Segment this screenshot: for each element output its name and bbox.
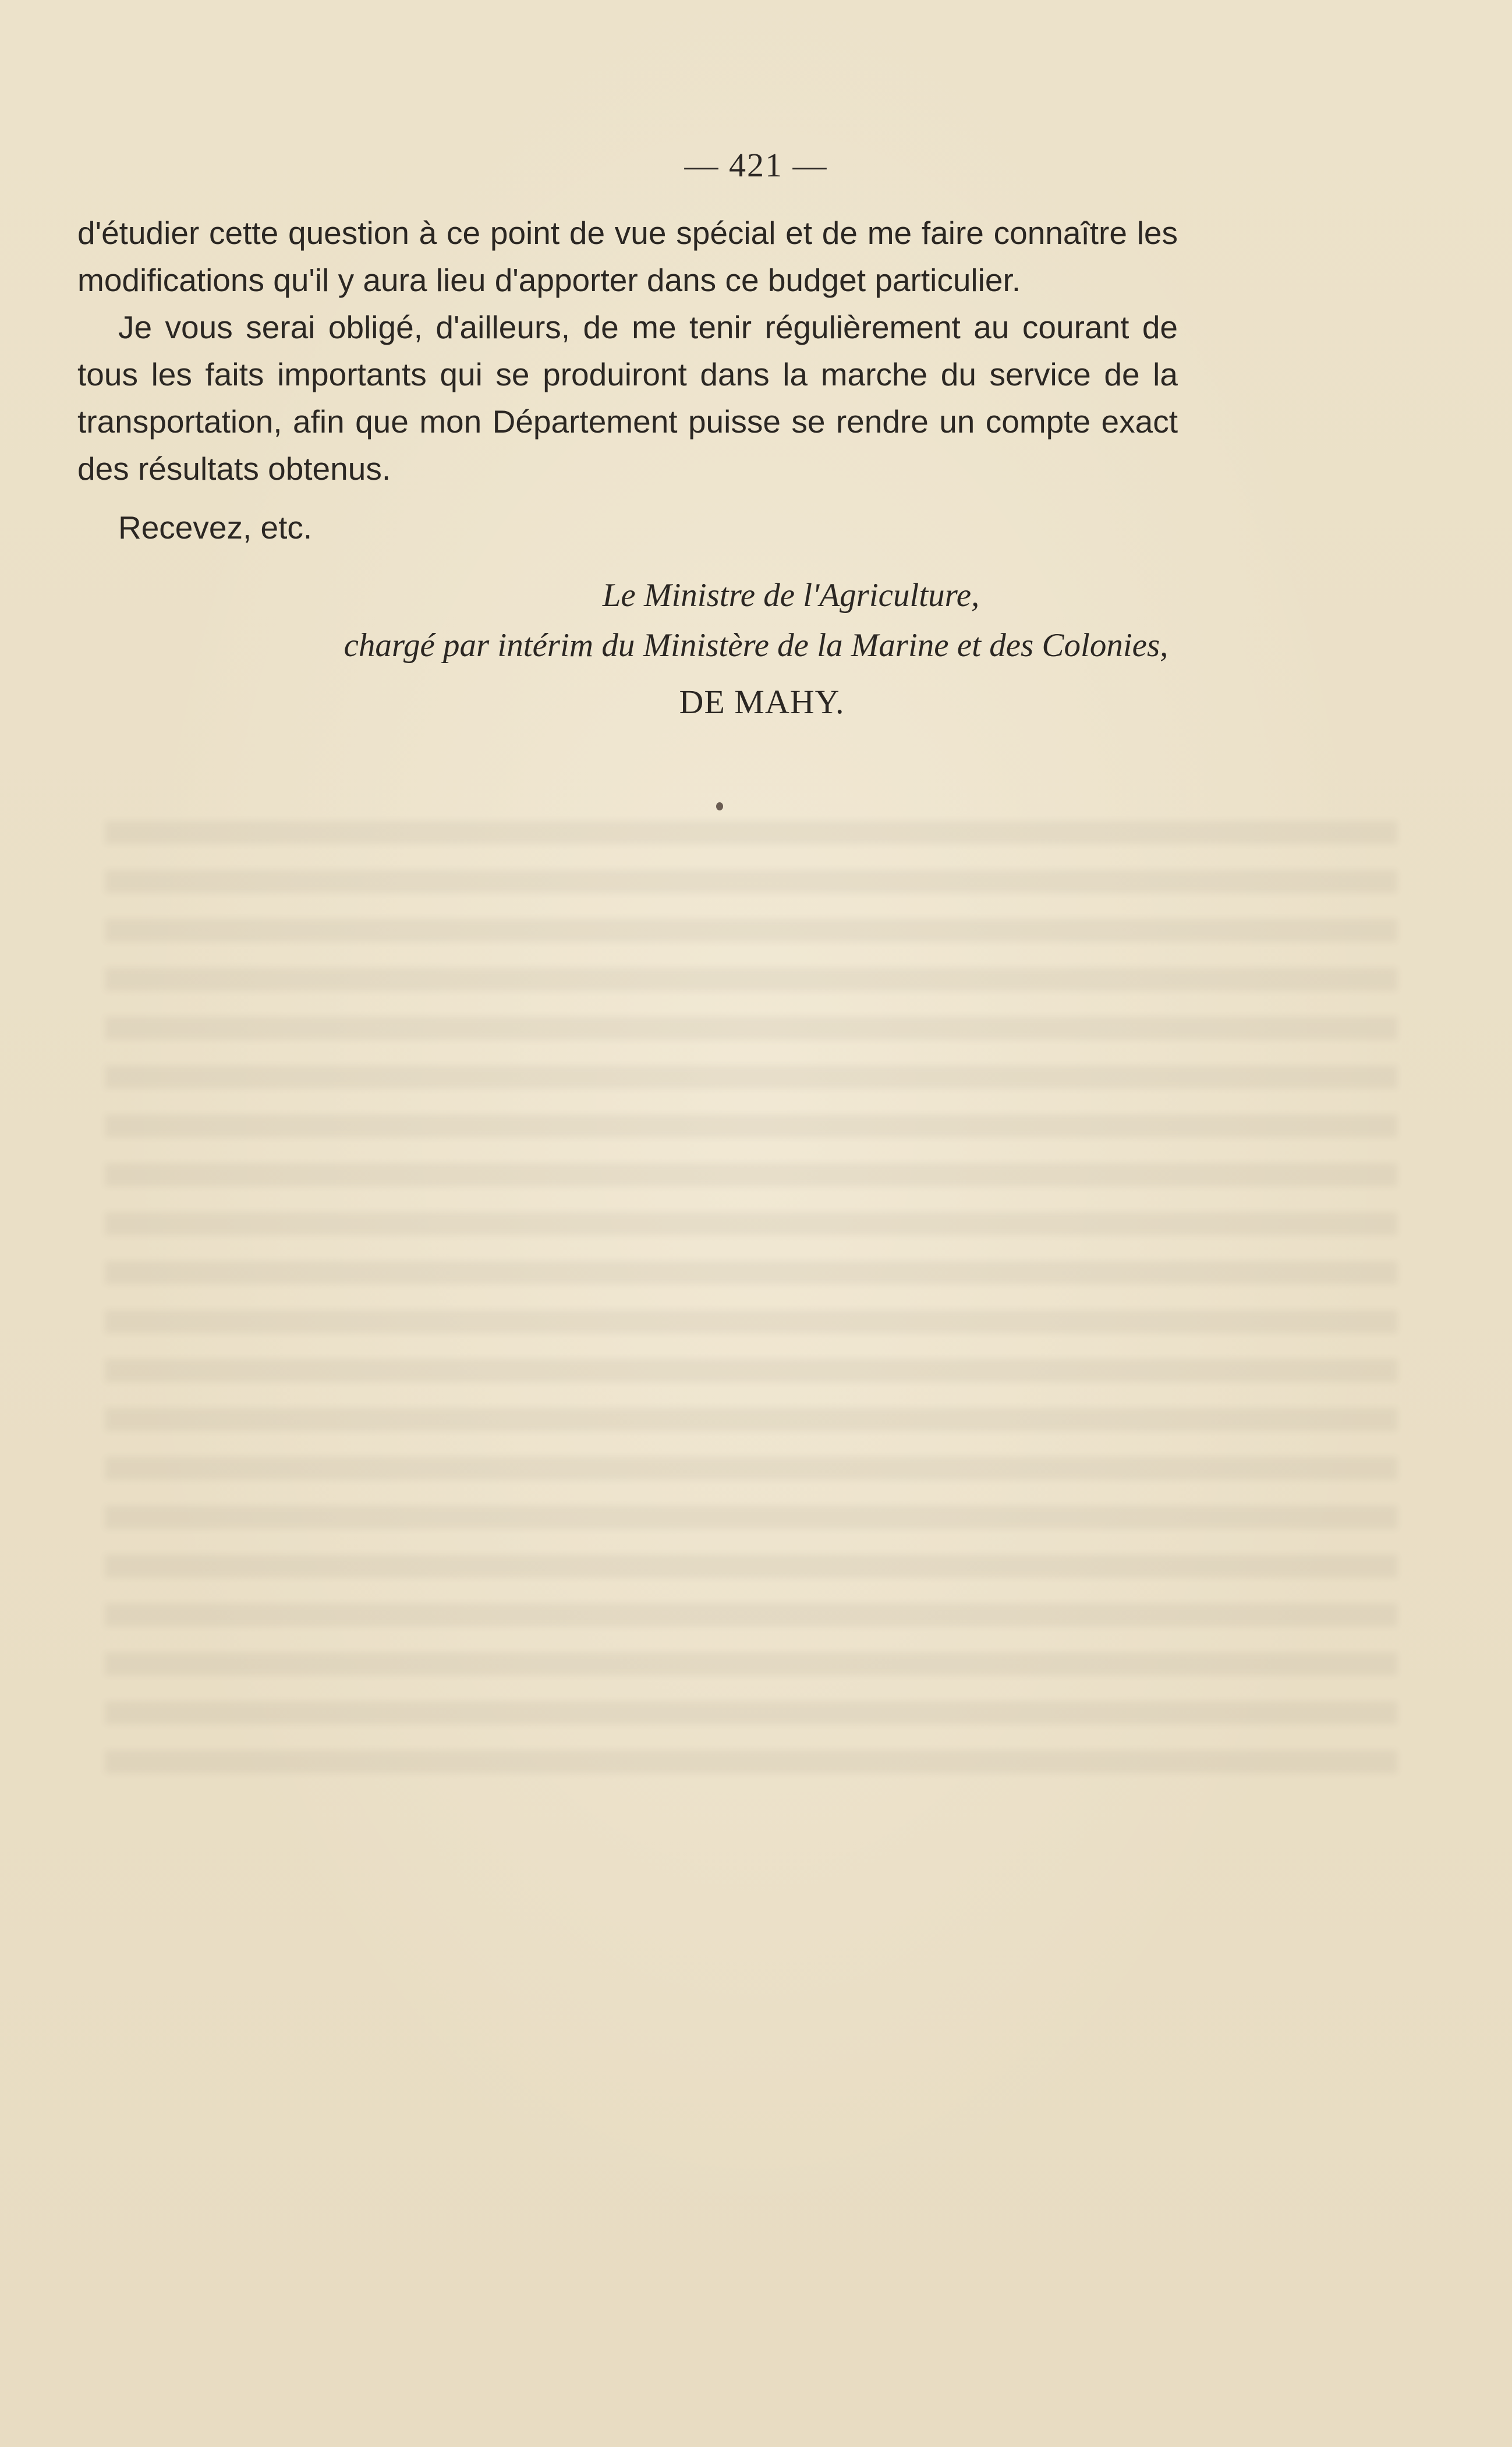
ink-speck — [716, 802, 723, 810]
letter-body — [77, 210, 1178, 551]
reverse-side-bleed-through — [105, 803, 1397, 1793]
signatory-name: DE MAHY. — [679, 683, 845, 721]
signatory-title: Le Ministre de l'Agriculture, — [602, 577, 980, 614]
page-number: — 421 — — [684, 146, 828, 184]
closing-salutation: Recevez, etc. — [118, 509, 313, 546]
paragraph-continued: d'étudier cette question à ce point de vue spécial et de me faire connaître les modifications qu'il y aura lieu d'apporter dans ce budget particulier. — [77, 215, 1178, 298]
signatory-interim-title: chargé par intérim du Ministère de la Marine et des Colonies, — [344, 627, 1168, 664]
paragraph-report-request: Je vous serai obligé, d'ailleurs, de me tenir régulièrement au courant de tous les faits importants qui se produiront dans la marche du service de la transportation, afin que mon Département puisse se rendre un compte exact des résultats obtenus. — [77, 309, 1178, 487]
